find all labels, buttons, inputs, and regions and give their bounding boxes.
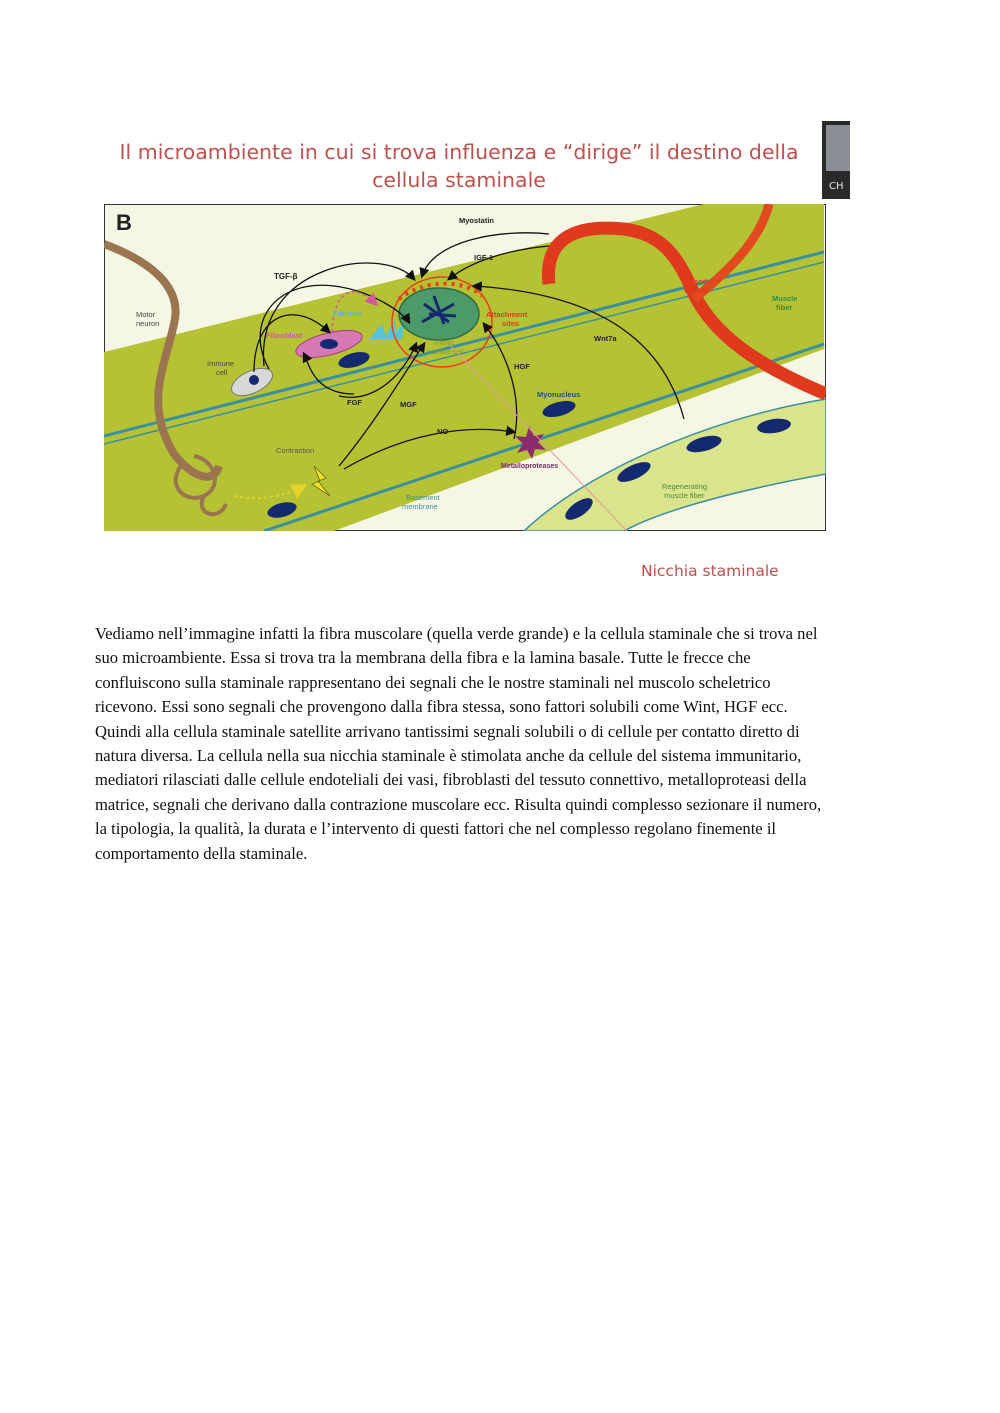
label-fgf: FGF: [347, 398, 362, 407]
label-mitotic-1: Mitotic: [434, 340, 455, 347]
label-basement-1: Basement: [406, 493, 440, 502]
label-fibrosis: Fibrosis: [333, 309, 363, 318]
video-thumbnail: [822, 121, 850, 199]
label-regenerating-1: Regenerating: [662, 482, 708, 491]
label-hgf: HGF: [514, 362, 530, 371]
label-myonucleus: Myonucleus: [537, 390, 581, 399]
label-mitotic-2: satellite cell: [427, 349, 464, 356]
video-thumbnail-image: [826, 125, 850, 171]
label-attachment-1: Attachment: [486, 310, 528, 319]
label-contraction: Contraction: [276, 446, 315, 455]
immune-cell-nucleus: [249, 375, 259, 385]
label-metalloproteases: Metalloproteases: [501, 463, 559, 470]
slide-title-line-1: Il microambiente in cui si trova influenza e “dirige” il destino della: [119, 140, 799, 164]
label-motor-neuron-1: Motor: [136, 310, 156, 319]
label-mgf: MGF: [400, 400, 417, 409]
fibroblast-nucleus: [320, 339, 338, 349]
label-muscle-fiber-1: Muscle: [772, 294, 798, 303]
label-attachment-2: sites: [502, 319, 520, 328]
panel-letter: B: [116, 210, 132, 235]
label-regenerating-2: muscle fiber: [664, 491, 705, 500]
label-motor-neuron-2: neuron: [136, 319, 160, 328]
video-thumbnail-text: CH: [829, 181, 844, 192]
label-wnt7a: Wnt7a: [594, 334, 617, 343]
label-myostatin: Myostatin: [459, 216, 495, 225]
label-blood-vessel-2: vessel: [684, 286, 707, 295]
slide-title-line-2: cellula staminale: [372, 168, 546, 192]
label-blood-vessel-1: Blood: [686, 277, 708, 286]
slide-title: [95, 138, 823, 194]
label-igf1: IGF-1: [474, 253, 494, 262]
niche-callout-label: Nicchia staminale: [641, 562, 779, 580]
label-fibroblast: Fibroblast: [266, 331, 303, 340]
label-no: NO: [437, 427, 449, 436]
label-basement-2: membrane: [402, 502, 438, 511]
stem-cell-niche-diagram: [104, 204, 826, 531]
label-immune-cell-1: Immune: [207, 359, 235, 368]
slide-screenshot: [95, 118, 850, 603]
label-tgf-beta: TGF-β: [274, 272, 298, 281]
body-paragraph: Vediamo nell’immagine infatti la fibra muscolare (quella verde grande) e la cellula staminale che si trova nel suo microambiente. Essa si trova tra la membrana della fibra e la lamina basale. Tutte le frecce che confluiscono sulla staminale rappresentano dei segnali che le nostre staminali nel muscolo scheletrico ricevono. Essi sono segnali che provengono dalla fibra stessa, sono fattori solubili come Wint, HGF ecc. Quindi alla cellula staminale satellite arrivano tantissimi segnali solubili o di cellule per contatto diretto di natura diversa. La cellula nella sua nicchia staminale è stimolata anche da cellule del sistema immunitario, mediatori rilasciati dalle cellule endoteliali dei vasi, fibroblasti del tessuto connettivo, metalloproteasi della matrice, segnali che derivano dalla contrazione muscolare ecc. Risulta quindi complesso sezionare il numero, la tipologia, la qualità, la durata e l’intervento di questi fattori che nel complesso regolano finemente il comportamento della staminale.: [95, 624, 822, 863]
label-muscle-fiber-2: fiber: [776, 303, 793, 312]
label-immune-cell-2: cell: [216, 368, 228, 377]
